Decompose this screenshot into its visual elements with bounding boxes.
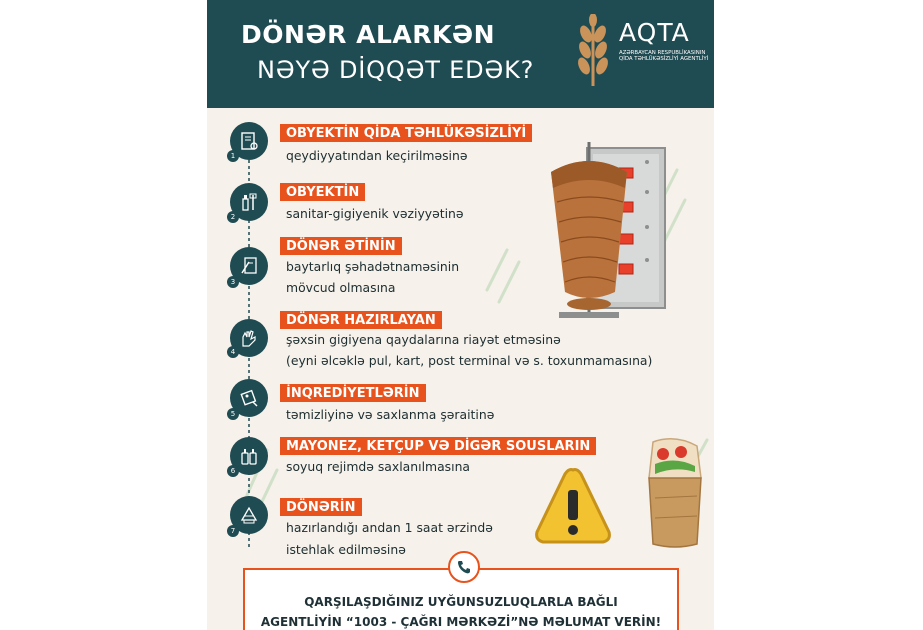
gloves-hygiene-icon	[239, 328, 259, 348]
step-5-text-line-1: təmizliyinə və saxlanma şəraitinə	[286, 407, 495, 422]
step-5-number: 5	[227, 408, 239, 420]
step-6-text-line-1: soyuq rejimdə saxlanılmasına	[286, 459, 471, 474]
step-1-text-line-1: qeydiyyatından keçirilməsinə	[286, 148, 468, 163]
page-subtitle: NƏYƏ DİQQƏT EDƏK?	[257, 56, 535, 84]
page-title: DÖNƏR ALARKƏN	[241, 20, 496, 49]
infographic-poster	[207, 0, 714, 630]
step-7-number: 7	[227, 525, 239, 537]
footer-line-1: QARŞILAŞDIĞINIZ UYĞUNSUZLUQLARLA BAĞLI	[304, 595, 618, 609]
step-6-label: MAYONEZ, KETÇUP VƏ DİGƏR SOUSLARIN	[280, 437, 596, 455]
step-4-label: DÖNƏR HAZIRLAYAN	[280, 311, 442, 329]
wheat-logo-icon	[573, 14, 613, 88]
doner-wrap-illustration	[641, 438, 707, 550]
step-7-text-line-1: hazırlandığı andan 1 saat ərzində	[286, 520, 493, 535]
step-2-label: OBYEKTİN	[280, 183, 365, 201]
step-1-label: OBYEKTİN QİDA TƏHLÜKƏSİZLİYİ	[280, 124, 532, 142]
doner-grill-illustration	[543, 132, 693, 322]
logo-subtitle: AZƏRBAYCAN RESPUBLİKASININ QİDA TƏHLÜKƏSİZLİYİ AGENTLİYİ	[619, 50, 709, 63]
clock-food-icon	[239, 505, 259, 525]
warning-sign-icon	[535, 466, 611, 544]
step-1-number: 1	[227, 150, 239, 162]
document-certificate-icon	[239, 131, 259, 151]
step-4-text-line-2: (eyni əlcəklə pul, kart, post terminal və s. toxunmamasına)	[286, 353, 653, 368]
footer-message	[245, 592, 677, 630]
step-5-label: İNQREDİYETLƏRİN	[280, 384, 426, 402]
footer-line-2: AGENTLİYİN “1003 - ÇAĞRI MƏRKƏZİ”NƏ MƏLUMAT VERİN!	[260, 615, 662, 629]
step-2-number: 2	[227, 211, 239, 223]
step-3-number: 3	[227, 276, 239, 288]
step-3-text-line-1: baytarlıq şəhadətnaməsinin	[286, 259, 460, 274]
ingredient-tag-icon	[239, 388, 259, 408]
phone-icon	[456, 559, 472, 575]
veterinary-certificate-icon	[239, 256, 259, 276]
phone-badge	[448, 551, 480, 583]
step-4-number: 4	[227, 346, 239, 358]
step-3-text-line-2: mövcud olmasına	[286, 280, 396, 295]
header-banner	[207, 0, 714, 108]
sauce-bottles-icon	[239, 446, 259, 466]
step-6-number: 6	[227, 465, 239, 477]
step-3-label: DÖNƏR ƏTİNİN	[280, 237, 402, 255]
step-4-text-line-1: şəxsin gigiyena qaydalarına riayət etməsinə	[286, 332, 561, 347]
step-7-label: DÖNƏRİN	[280, 498, 362, 516]
step-7-text-line-2: istehlak edilməsinə	[286, 542, 406, 557]
logo-name: AQTA	[619, 18, 690, 47]
step-2-text-line-1: sanitar-gigiyenik vəziyyətinə	[286, 206, 464, 221]
sanitizer-tools-icon	[239, 192, 259, 212]
